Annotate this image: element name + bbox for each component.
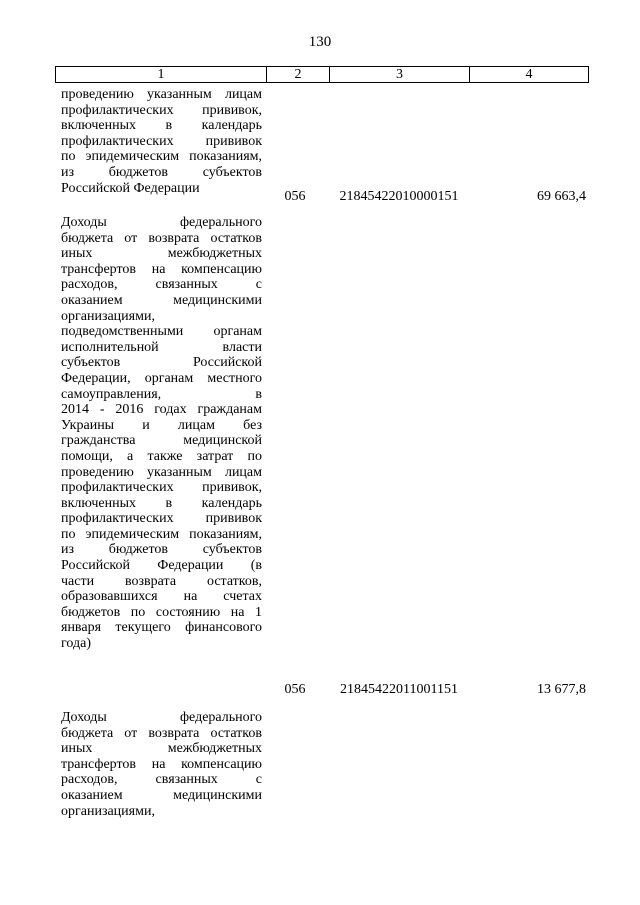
desc-line: профилактических прививок xyxy=(61,133,262,149)
desc-line: бюджетов по состоянию на 1 xyxy=(61,604,262,620)
desc-line: по эпидемическим показаниям, xyxy=(61,526,262,542)
row-2-admin-code: 056 xyxy=(284,682,306,697)
desc-line: Российской Федерации (в xyxy=(61,558,262,574)
desc-line: Доходы федерального xyxy=(61,215,262,230)
header-col-1: 1 xyxy=(56,67,267,82)
desc-line: подведомственными органам xyxy=(61,324,262,340)
desc-line: бюджета от возврата остатков xyxy=(61,230,262,246)
desc-line: Федерации, органам местного xyxy=(61,370,262,386)
desc-line: проведению указанным лицам xyxy=(61,87,262,102)
desc-line: части возврата остатков, xyxy=(61,573,262,589)
row-2-budget-code: 21845422011001151 xyxy=(340,682,458,697)
desc-line: года) xyxy=(61,636,91,652)
desc-line: расходов, связанных с xyxy=(61,277,262,293)
desc-line: трансфертов на компенсацию xyxy=(61,261,262,277)
desc-line: организациями, xyxy=(61,308,155,324)
desc-line: трансфертов на компенсацию xyxy=(61,756,262,772)
desc-line: гражданства медицинской xyxy=(61,433,262,449)
header-col-4: 4 xyxy=(525,67,533,82)
page-number: 130 xyxy=(308,34,332,50)
table-header xyxy=(55,66,589,83)
row-2-description xyxy=(61,215,262,652)
header-col-2: 2 xyxy=(267,67,330,82)
desc-line: Доходы федерального xyxy=(61,710,262,725)
row-2-amount: 13 677,8 xyxy=(537,682,586,697)
row-1-amount: 69 663,4 xyxy=(537,189,586,204)
desc-line: иных межбюджетных xyxy=(61,246,262,262)
header-col-3: 3 xyxy=(330,67,470,82)
desc-line: 2014 - 2016 годах гражданам xyxy=(61,402,262,418)
desc-line: января текущего финансового xyxy=(61,620,262,636)
desc-line: из бюджетов субъектов xyxy=(61,164,262,180)
desc-line: Российской Федерации xyxy=(61,180,200,196)
desc-line: Украины и лицам без xyxy=(61,417,262,433)
desc-line: бюджета от возврата остатков xyxy=(61,725,262,741)
desc-line: включенных в календарь xyxy=(61,495,262,511)
desc-line: самоуправления, в xyxy=(61,386,262,402)
desc-line: расходов, связанных с xyxy=(61,772,262,788)
desc-line: оказанием медицинскими xyxy=(61,292,262,308)
desc-line: из бюджетов субъектов xyxy=(61,542,262,558)
desc-line: исполнительной власти xyxy=(61,339,262,355)
desc-line: профилактических прививок, xyxy=(61,480,262,496)
row-3-description xyxy=(61,710,262,819)
desc-line: профилактических прививок xyxy=(61,511,262,527)
desc-line: помощи, а также затрат по xyxy=(61,448,262,464)
desc-line: по эпидемическим показаниям, xyxy=(61,149,262,165)
desc-line: оказанием медицинскими xyxy=(61,787,262,803)
desc-line: иных межбюджетных xyxy=(61,741,262,757)
desc-line: организациями, xyxy=(61,803,155,819)
desc-line: профилактических прививок, xyxy=(61,102,262,118)
row-1-description xyxy=(61,87,262,196)
row-1-admin-code: 056 xyxy=(284,189,306,204)
row-1-budget-code: 21845422010000151 xyxy=(339,189,459,204)
desc-line: включенных в календарь xyxy=(61,118,262,134)
desc-line: субъектов Российской xyxy=(61,355,262,371)
desc-line: проведению указанным лицам xyxy=(61,464,262,480)
desc-line: образовавшихся на счетах xyxy=(61,589,262,605)
